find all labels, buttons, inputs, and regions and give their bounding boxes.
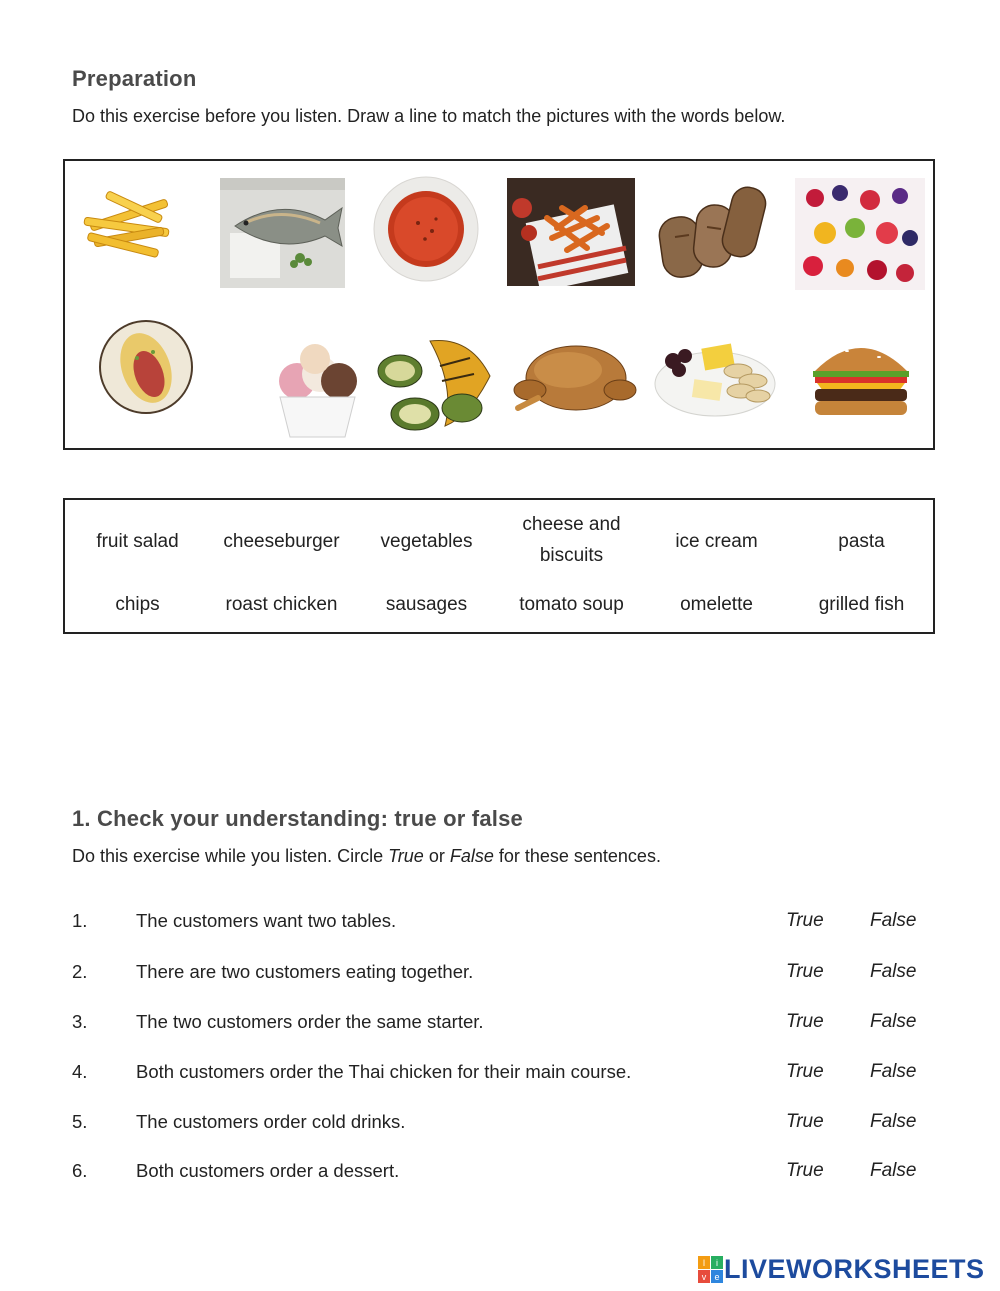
tomato-soup-icon[interactable]: [370, 173, 482, 285]
true-option[interactable]: True: [786, 910, 824, 931]
preparation-instruction: Do this exercise before you listen. Draw a line to match the pictures with the words below.: [72, 106, 786, 126]
logo-text: LIVEWORKSHEETS: [724, 1254, 985, 1284]
word-ice-cream: ice cream: [675, 531, 758, 552]
logo-letter-i: i: [716, 1257, 718, 1268]
question-text: There are two customers eating together.: [136, 961, 474, 982]
instruction-false: False: [449, 846, 494, 866]
pictures-box: [63, 159, 935, 450]
false-option[interactable]: False: [870, 1061, 917, 1082]
instruction-text-b: or: [423, 846, 450, 866]
cheese-and-biscuits-icon[interactable]: [653, 336, 778, 418]
word-roast-chicken: roast chicken: [225, 594, 338, 615]
pasta-icon[interactable]: [507, 178, 635, 286]
word-tomato-soup: tomato soup: [519, 594, 624, 615]
omelette-icon[interactable]: [97, 318, 195, 416]
instruction-text-a: Do this exercise while you listen. Circle: [72, 846, 389, 866]
word-cheeseburger: cheeseburger: [223, 531, 340, 552]
true-option[interactable]: True: [786, 1160, 824, 1181]
logo-letter-e: e: [714, 1271, 720, 1282]
cheeseburger-icon[interactable]: [807, 329, 915, 421]
false-option[interactable]: False: [870, 910, 917, 931]
false-option[interactable]: False: [870, 1011, 917, 1032]
instruction-text-c: for these sentences.: [493, 846, 661, 866]
section1-instruction: [72, 846, 661, 867]
question-text: The two customers order the same starter.: [136, 1011, 484, 1032]
question-number: 2.: [72, 961, 88, 982]
logo-letter-v: v: [701, 1271, 707, 1282]
question-text: The customers order cold drinks.: [136, 1111, 406, 1132]
question-text: The customers want two tables.: [136, 910, 397, 931]
liveworksheets-logo: [698, 1254, 985, 1285]
ice-cream-icon[interactable]: [275, 329, 360, 441]
question-number: 5.: [72, 1111, 88, 1132]
preparation-title: Preparation: [72, 66, 197, 91]
false-option[interactable]: False: [870, 1160, 917, 1181]
word-omelette: omelette: [680, 594, 753, 615]
true-option[interactable]: True: [786, 1111, 824, 1132]
word-bank-box: [63, 498, 935, 634]
false-option[interactable]: False: [870, 961, 917, 982]
liveworksheets-logo-icon: [698, 1256, 724, 1284]
fruit-salad-icon[interactable]: [795, 178, 925, 290]
word-sausages: sausages: [385, 594, 468, 615]
question-number: 6.: [72, 1160, 88, 1181]
word-grilled-fish: grilled fish: [818, 594, 905, 615]
section1-title: 1. Check your understanding: true or false: [72, 806, 523, 831]
grilled-fish-icon[interactable]: [220, 178, 345, 288]
true-option[interactable]: True: [786, 961, 824, 982]
true-option[interactable]: True: [786, 1061, 824, 1082]
word-fruit-salad: fruit salad: [96, 531, 179, 552]
true-option[interactable]: True: [786, 1011, 824, 1032]
word-cheese-and: cheese and: [522, 514, 621, 535]
word-biscuits: biscuits: [539, 545, 604, 566]
sausages-icon[interactable]: [655, 177, 773, 285]
vegetables-icon[interactable]: [370, 326, 498, 444]
chips-icon[interactable]: [79, 191, 179, 261]
question-number: 3.: [72, 1011, 88, 1032]
word-pasta: pasta: [838, 531, 885, 552]
false-option[interactable]: False: [870, 1111, 917, 1132]
question-text: Both customers order the Thai chicken for their main course.: [136, 1061, 632, 1082]
word-vegetables: vegetables: [380, 531, 473, 552]
question-number: 4.: [72, 1061, 88, 1082]
question-number: 1.: [72, 910, 88, 931]
roast-chicken-icon[interactable]: [508, 328, 640, 418]
instruction-true: True: [388, 846, 424, 866]
word-chips: chips: [115, 594, 160, 615]
logo-letter-l: l: [703, 1257, 705, 1268]
question-text: Both customers order a dessert.: [136, 1160, 400, 1181]
